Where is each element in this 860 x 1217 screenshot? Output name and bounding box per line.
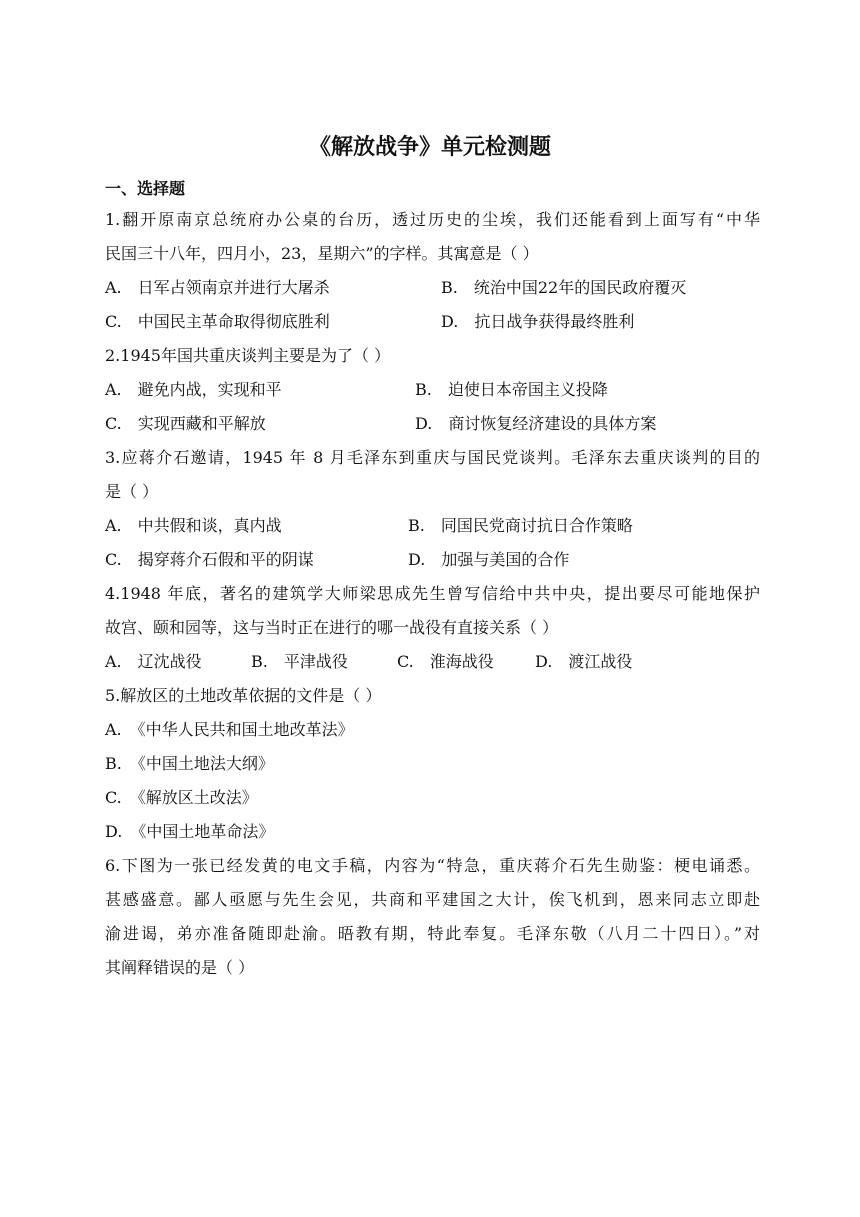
question-stem-line: 4.1948 年底，著名的建筑学大师梁思成先生曾写信给中共中央，提出要尽可能地保护 [105,584,760,603]
option-a: A. 避免内战，实现和平 [105,380,282,399]
section-heading: 一、选择题 [105,179,186,198]
question-4 [105,577,760,679]
question-stem-line: 甚感盛意。鄙人亟愿与先生会见，共商和平建国之大计，俟飞机到，恩来同志立即赴 [105,890,760,909]
option-b: B. 平津战役 [251,652,348,671]
options-row [105,373,760,407]
question-stem-line: 是（ ） [105,482,159,501]
question-list [105,203,760,985]
options-row [105,271,760,305]
option-c: C. 实现西藏和平解放 [105,414,266,433]
option-b: B. 统治中国22年的国民政府覆灭 [441,278,687,297]
options-row [105,407,760,441]
option-b: B. 同国民党商讨抗日合作策略 [408,516,633,535]
question-stem-line: 6.下图为一张已经发黄的电文手稿，内容为“特急，重庆蒋介石先生勋鉴：梗电诵悉。 [105,856,760,875]
option-c: C. 《解放区土改法》 [105,788,258,807]
option-d: D. 《中国土地革命法》 [105,822,275,841]
option-a: A. 日军占领南京并进行大屠杀 [105,278,330,297]
question-6 [105,849,760,985]
question-3 [105,441,760,577]
option-c: C. 中国民主革命取得彻底胜利 [105,312,330,331]
question-stem-line: 其阐释错误的是（ ） [105,958,255,977]
option-d: D. 加强与美国的合作 [408,550,570,569]
question-2 [105,339,760,441]
question-1 [105,203,760,339]
option-b: B. 迫使日本帝国主义投降 [415,380,608,399]
page-title: 《解放战争》单元检测题 [308,135,551,160]
option-c: C. 揭穿蒋介石假和平的阴谋 [105,550,314,569]
question-stem-line: 3.应蒋介石邀请，1945 年 8 月毛泽东到重庆与国民党谈判。毛泽东去重庆谈判的目的 [105,448,760,467]
options-row [105,509,760,543]
option-a: A. 辽沈战役 [105,652,202,671]
question-stem-line: 渝进谒，弟亦准备随即赴渝。晤教有期，特此奉复。毛泽东敬（八月二十四日）。”对 [105,924,760,943]
question-stem-line: 民国三十八年，四月小，23，星期六”的字样。其寓意是（ ） [105,244,539,263]
option-d: D. 抗日战争获得最终胜利 [441,312,635,331]
option-a: A. 中共假和谈，真内战 [105,516,282,535]
question-5 [105,679,760,849]
question-stem-line: 故宫、颐和园等，这与当时正在进行的哪一战役有直接关系（ ） [105,618,559,637]
option-d: D. 商讨恢复经济建设的具体方案 [415,414,657,433]
option-b: B. 《中国土地法大纲》 [105,754,274,773]
option-a: A. 《中华人民共和国土地改革法》 [105,720,354,739]
option-c: C. 淮海战役 [397,652,494,671]
options-row [105,645,760,679]
question-stem-line: 1.翻开原南京总统府办公桌的台历，透过历史的尘埃，我们还能看到上面写有“中华 [105,210,760,229]
options-row [105,305,760,339]
question-stem-line: 5.解放区的土地改革依据的文件是（ ） [105,686,382,705]
option-d: D. 渡江战役 [535,652,633,671]
options-row [105,543,760,577]
question-stem-line: 2.1945年国共重庆谈判主要是为了（ ） [105,346,391,365]
